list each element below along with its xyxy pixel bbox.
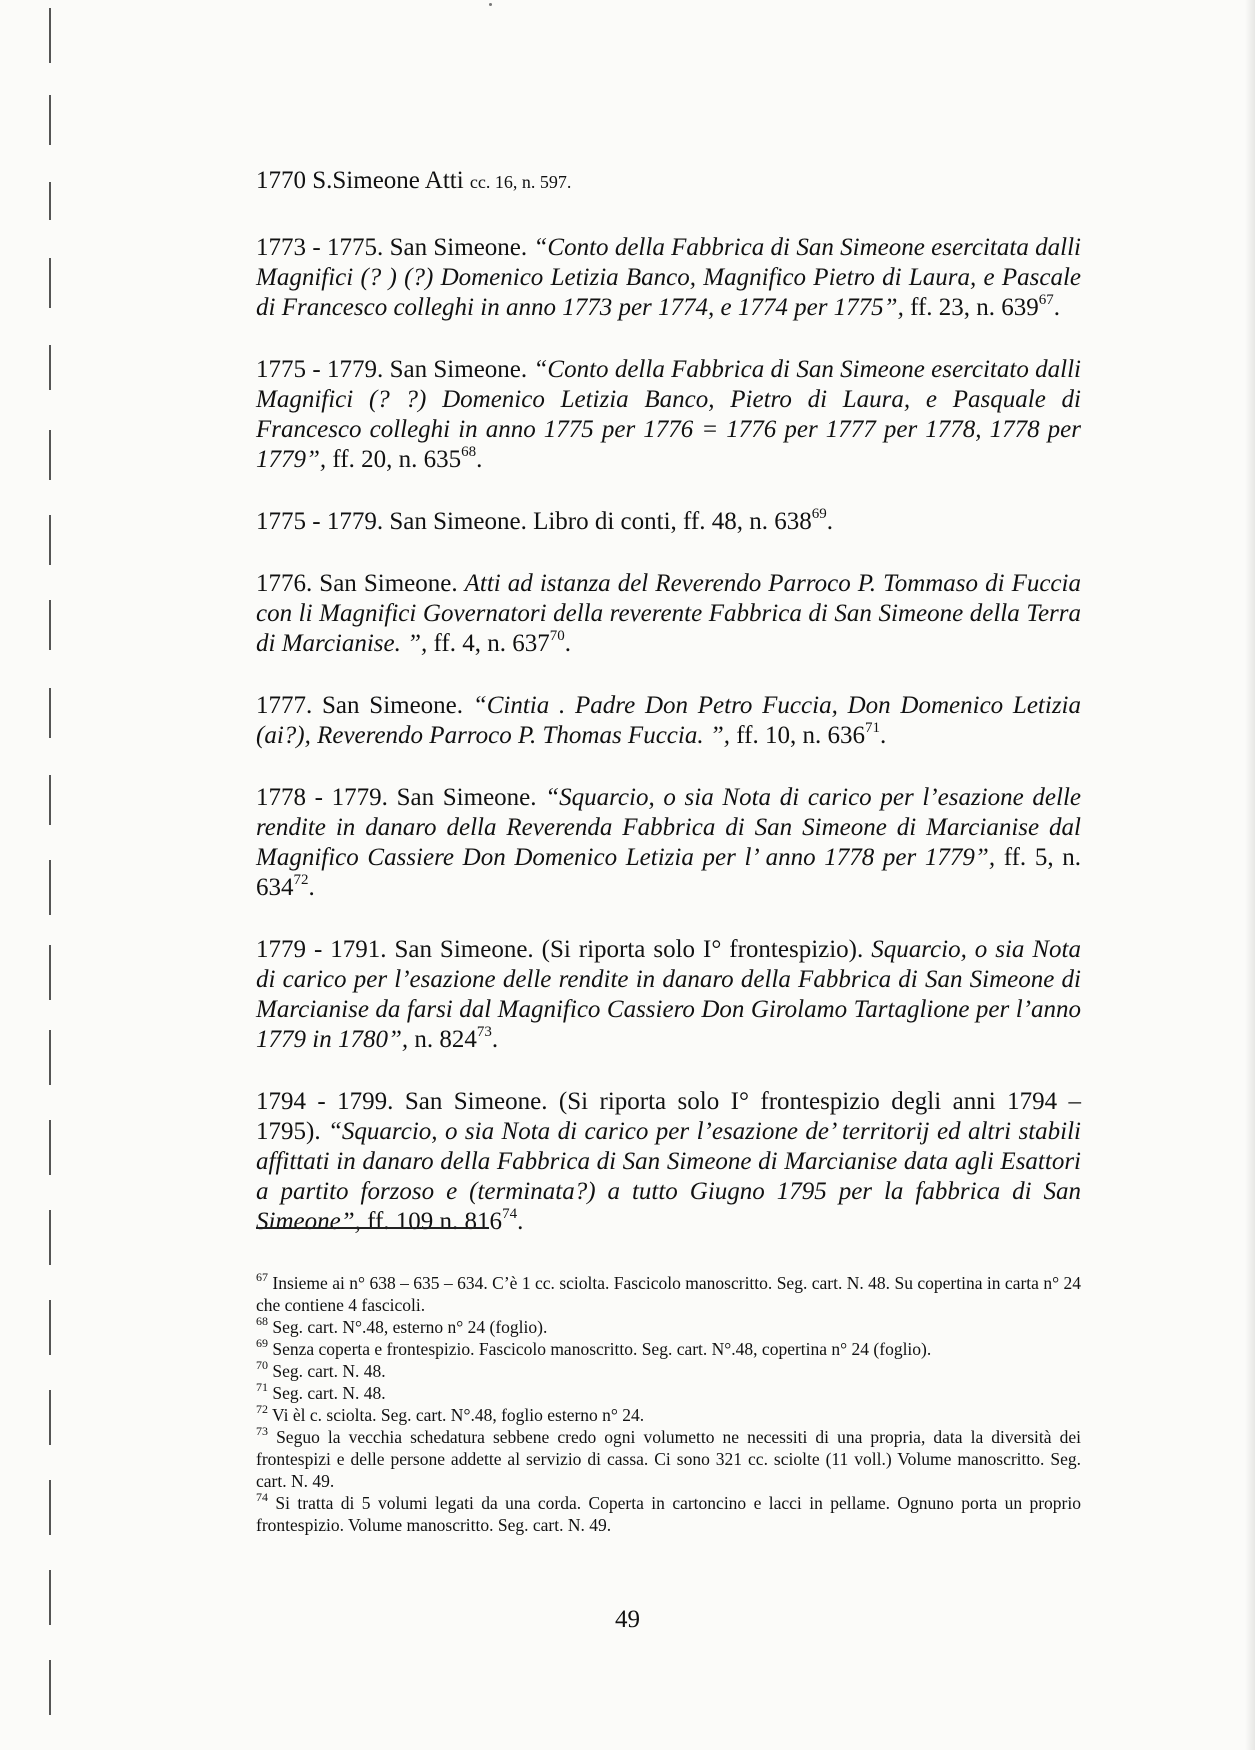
footnote: $^{72}$ Vi èl c. sciolta. Seg. cart. N°.48, foglio esterno n° 24. (256, 1402, 645, 1425)
archive-entry: 1775 - 1779. San Simeone. “Conto della Fabbrica di San Simeone esercitato dalli Magnifici (? ?) Domenico Letizia Banco, Pietro di Laura, e Pasquale di Francesco colleghi in anno 1775 per 1776 = 1776 per 1777 per 1778, 1778 per 1779”, ff. 20, n. $635^{68}$. (256, 356, 1081, 473)
archive-entry: 1773 - 1775. San Simeone. “Conto della Fabbrica di San Simeone esercitata dalli Magnifici (? ) (?) Domenico Letizia Banco, Magnifico Pietro di Laura, e Pascale di Francesco colleghi in anno 1773 per 1774, e 1774 per 1775”, ff. 23, n. $639^{67}$. (256, 234, 1081, 321)
binding-hole-mark (49, 1030, 51, 1085)
binding-hole-mark (49, 345, 51, 390)
binding-hole-mark (49, 600, 51, 650)
archive-entry: 1776. San Simeone. Atti ad istanza del Reverendo Parroco P. Tommaso di Fuccia con li Magnifici Governatori della reverente Fabbrica di San Simeone della Terra di Marcianise. ”, ff. 4, n. $637^{70}$. (256, 570, 1081, 657)
binding-hole-mark (49, 1210, 51, 1265)
footnote-number: 72 (256, 1402, 268, 1417)
page-number: 49 (615, 1606, 640, 1633)
binding-hole-mark (49, 1390, 51, 1445)
binding-hole-mark (49, 95, 51, 145)
binding-hole-mark (49, 515, 51, 565)
footnote-number: 74 (256, 1490, 268, 1505)
footnote-ref[interactable]: 70 (549, 627, 565, 644)
footnote-ref[interactable]: 68 (461, 443, 477, 460)
binding-hole-mark (49, 430, 51, 480)
footnote-number: 67 (256, 1270, 268, 1285)
archive-entry: 1770 S.Simeone Atti cc. 16, n. 597. (256, 167, 572, 194)
footnote: $^{74}$ Si tratta di 5 volumi legati da una corda. Coperta in cartoncino e lacci in pellame. Ognuno porta un proprio frontespizio. Volume manoscritto. Seg. cart. N. 49. (256, 1490, 1081, 1535)
footnote: $^{71}$ Seg. cart. N. 48. (256, 1380, 386, 1403)
archive-entry: 1777. San Simeone. “Cintia . Padre Don Petro Fuccia, Don Domenico Letizia (ai?), Reverendo Parroco P. Thomas Fuccia. ”, ff. 10, n. $636^{71}$. (256, 692, 1082, 749)
footnotes (256, 1272, 1081, 1536)
footnote-separator (256, 1227, 489, 1229)
footnote-ref[interactable]: 74 (502, 1205, 518, 1222)
archive-entry: 1775 - 1779. San Simeone. Libro di conti, ff. 48, n. $638^{69}$. (256, 505, 833, 535)
binding-hole-mark (49, 1480, 51, 1535)
footnote-ref[interactable]: 73 (476, 1023, 492, 1040)
footnote-number: 68 (256, 1314, 268, 1329)
binding-hole-mark (49, 8, 51, 63)
footnote-number: 69 (256, 1336, 268, 1351)
footnote-number: 73 (256, 1424, 268, 1439)
archive-entries (256, 166, 1081, 1269)
footnote-number: 70 (256, 1358, 268, 1373)
binding-hole-mark (49, 258, 51, 308)
binding-hole-mark (49, 775, 51, 825)
footnote: $^{73}$ Seguo la vecchia schedatura sebbene credo ogni volumetto ne necessiti di una propria, data la diversità dei frontespizi e delle persone addette al servizio di cassa. Ci sono 321 cc. sciolte (11 voll.) Volume manoscritto. Seg. cart. N. 49. (256, 1424, 1081, 1491)
footnote-number: 71 (256, 1380, 268, 1395)
binding-hole-mark (49, 860, 51, 915)
footnote-ref[interactable]: 71 (864, 719, 880, 736)
binding-hole-mark (49, 1120, 51, 1175)
footnote: $^{68}$ Seg. cart. N°.48, esterno n° 24 (foglio). (256, 1314, 548, 1337)
binding-hole-mark (49, 182, 51, 220)
archive-entry: 1779 - 1791. San Simeone. (Si riporta solo I° frontespizio). Squarcio, o sia Nota di carico per l’esazione delle rendite in danaro della Fabbrica di San Simeone di Marcianise da farsi dal Magnifico Cassiero Don Girolamo Tartaglione per l’anno 1779 in 1780”, n. $824^{73}$. (256, 936, 1082, 1053)
footnote: $^{67}$ Insieme ai n° 638 – 635 – 634. C’è 1 cc. sciolta. Fascicolo manoscritto. Seg. cart. N. 48. Su copertina in carta n° 24 che contiene 4 fascicoli. (256, 1270, 1081, 1315)
binding-hole-mark (49, 1300, 51, 1355)
archive-entry: 1794 - 1799. San Simeone. (Si riporta solo I° frontespizio degli anni 1794 – 1795). “Squarcio, o sia Nota di carico per l’esazione de’ territorij ed altri stabili affittati in danaro della Fabbrica di San Simeone di Marcianise data agli Esattori a partito forzoso e (terminata?) a tutto Giugno 1795 per la fabbrica di San Simeone”, ff. 109 n. $816^{74}$. (256, 1088, 1082, 1235)
archive-entry: 1778 - 1779. San Simeone. “Squarcio, o sia Nota di carico per l’esazione delle rendite in danaro della Reverenda Fabbrica di San Simeone di Marcianise dal Magnifico Cassiere Don Domenico Letizia per l’ anno 1778 per 1779”, ff. 5, n. $634^{72}$. (256, 784, 1081, 901)
footnote: $^{69}$ Senza coperta e frontespizio. Fascicolo manoscritto. Seg. cart. N°.48, copertina n° 24 (foglio). (256, 1336, 932, 1359)
binding-hole-mark (49, 1660, 51, 1715)
footnote-ref[interactable]: 69 (811, 505, 827, 522)
binding-hole-mark (49, 945, 51, 1000)
footnote-ref[interactable]: 67 (1038, 291, 1054, 308)
footnote-ref[interactable]: 72 (293, 871, 309, 888)
scan-edge-shadow (1245, 0, 1255, 1750)
scan-speck (489, 3, 492, 6)
binding-hole-mark (49, 688, 51, 738)
footnote: $^{70}$ Seg. cart. N. 48. (256, 1358, 386, 1381)
